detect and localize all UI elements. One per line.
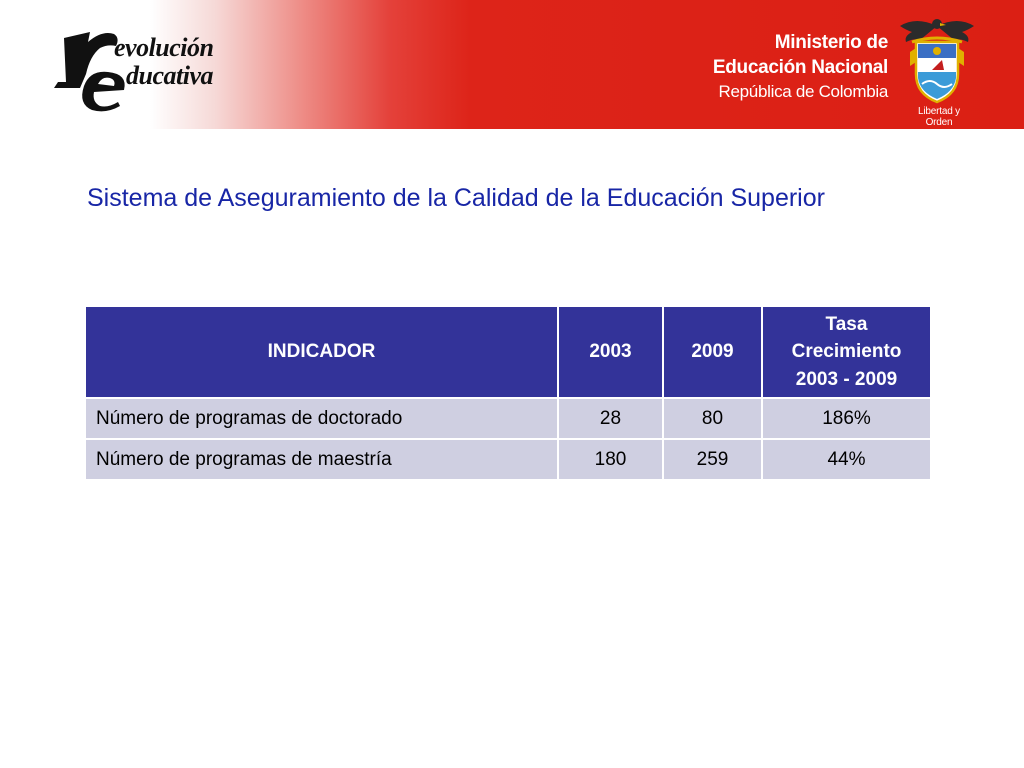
motto: Libertad y Orden bbox=[918, 106, 960, 128]
indicator-table-wrapper bbox=[84, 305, 930, 481]
indicator-table bbox=[84, 305, 932, 481]
cell-growth-rate: 44% bbox=[762, 439, 931, 480]
ministry-line-2: Educación Nacional bbox=[712, 56, 888, 78]
header-band bbox=[0, 0, 1024, 129]
cell-2009: 80 bbox=[663, 398, 762, 439]
ministry-name bbox=[713, 32, 888, 101]
table-row bbox=[85, 439, 931, 480]
page-title: Sistema de Aseguramiento de la Calidad de la Educación Superior bbox=[87, 184, 825, 212]
growth-rate-header-line-2: Crecimiento bbox=[791, 341, 902, 363]
growth-rate-header-line-1: Tasa bbox=[825, 313, 868, 335]
ministry-line-3: República de Colombia bbox=[718, 81, 888, 101]
cell-2009: 259 bbox=[663, 439, 762, 480]
cell-2003: 28 bbox=[558, 398, 663, 439]
table-row bbox=[85, 398, 931, 439]
coat-of-arms-icon bbox=[896, 12, 978, 106]
column-header-2003: 2003 bbox=[558, 306, 663, 398]
cell-indicator: Número de programas de doctorado bbox=[85, 398, 558, 439]
svg-text:ducativa: ducativa bbox=[126, 61, 213, 90]
revolucion-educativa-logo bbox=[50, 26, 265, 116]
ministry-line-1: Ministerio de bbox=[774, 32, 888, 53]
cell-indicator: Número de programas de maestría bbox=[85, 439, 558, 480]
table-header-row bbox=[85, 306, 931, 398]
cell-growth-rate: 186% bbox=[762, 398, 931, 439]
column-header-2009: 2009 bbox=[663, 306, 762, 398]
svg-text:evolución: evolución bbox=[114, 33, 214, 62]
cell-2003: 180 bbox=[558, 439, 663, 480]
column-header-indicator: INDICADOR bbox=[85, 306, 558, 398]
column-header-growth-rate bbox=[762, 306, 931, 398]
growth-rate-header-line-3: 2003 - 2009 bbox=[795, 368, 898, 390]
